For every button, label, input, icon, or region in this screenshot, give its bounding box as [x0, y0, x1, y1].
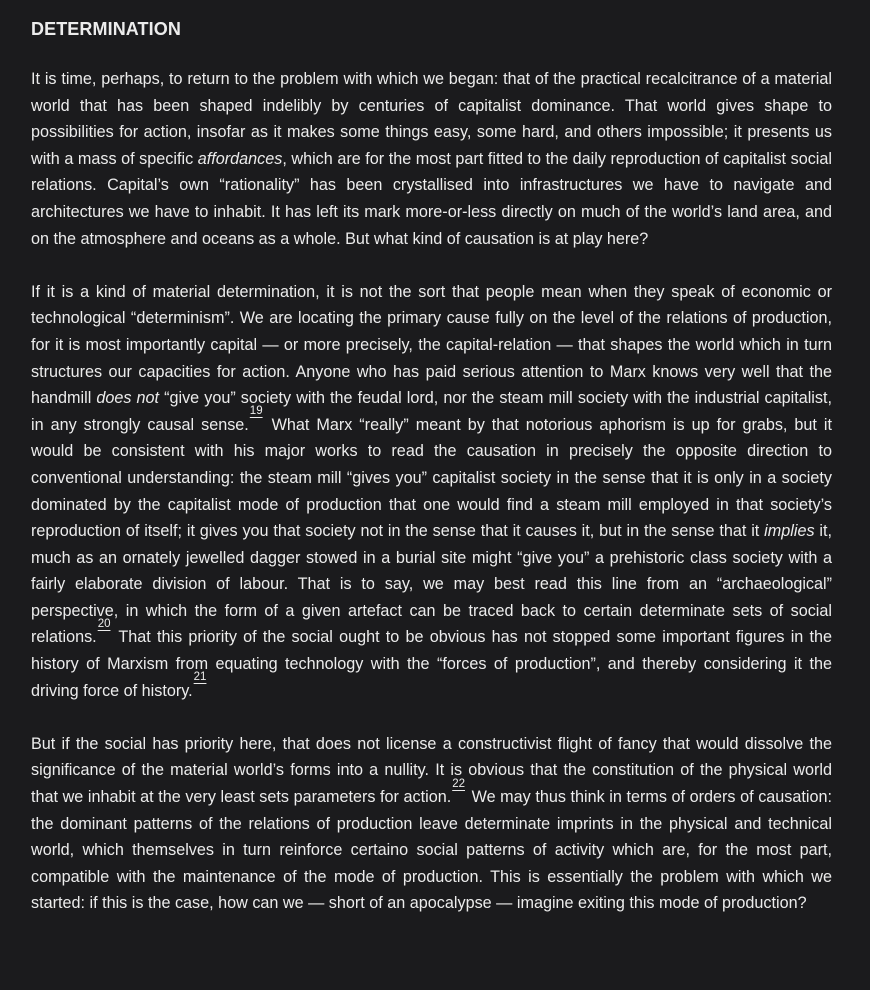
section-heading: DETERMINATION: [31, 19, 181, 39]
emphasized-text: implies: [764, 522, 815, 541]
footnote-marker[interactable]: 20: [97, 618, 111, 631]
footnote-marker[interactable]: 19: [249, 405, 263, 418]
text-run: We may thus think in terms of orders of causation: the dominant patterns of the relations of production leave determinate imprints in the physical and technical world, which themselves in turn reinforce certaino social patterns of activity which are, for the most part, compatible with the maintenance of the mode of production. This is essentially the problem with which we started: if this is the case, how can we — short of an apocalypse — imagine exiting this mode of production?: [31, 788, 832, 913]
footnote-marker[interactable]: 22: [452, 777, 465, 790]
text-run: It is time, perhaps, to return to the problem with which we began: that of the practical recalcitrance of a material world that has been shaped indelibly by centuries of capitalist dominance. That world gives shape to possibilities for action, insofar as it makes some things easy, some hard, and others impossible; it presents us with a mass of specific: [31, 70, 832, 168]
emphasized-text: affordances: [197, 149, 283, 168]
footnote-marker[interactable]: 21: [193, 671, 207, 684]
paragraph: [31, 731, 832, 917]
text-run: “give you” society with the feudal lord, nor the steam mill society with the industrial capitalist, in any strongly causal sense.: [31, 389, 832, 434]
text-run: If it is a kind of material determination, it is not the sort that people mean when they speak of economic or technological “determinism”. We are locating the primary cause fully on the level of the relations of production, for it is most importantly capital — or more precisely, the capital-relation — that shapes the world which in turn structures our capacities for action. Anyone who has paid serious attention to Marx knows very well that the handmill: [31, 282, 832, 408]
emphasized-text: does not: [96, 389, 160, 408]
paragraph: [31, 279, 832, 705]
paragraph: [31, 66, 832, 252]
body-text: [31, 66, 832, 917]
text-run: , which are for the most part fitted to the daily reproduction of capitalist social relations. Capital’s own “rationality” has been crystallised into infrastructures we have to navigate and architectures we have to inhabit. It has left its mark more-or-less directly on much of the world’s land area, and on the atmosphere and oceans as a whole. But what kind of causation is at play here?: [31, 149, 832, 248]
text-run: That this priority of the social ought to be obvious has not stopped some important figures in the history of Marxism from equating technology with the “forces of production”, and thereby considering it the driving force of history.: [31, 628, 832, 700]
text-run: What Marx “really” meant by that notorious aphorism is up for grabs, but it would be consistent with his major works to read the causation in precisely the opposite direction to conventional understanding: the steam mill “gives you” capitalist society in the sense that it is only in a society dominated by the capitalist mode of production that one would find a steam mill employed in that society’s reproduction of itself; it gives you that society not in the sense that it causes it, but in the sense that it: [31, 415, 832, 541]
text-run: But if the social has priority here, that does not license a constructivist flight of fancy that would dissolve the significance of the material world’s forms into a nullity. It is obvious that the constitution of the physical world that we inhabit at the very least sets parameters for action.: [31, 734, 832, 807]
text-run: it, much as an ornately jewelled dagger stowed in a burial site might “give you” a prehistoric class society with a fairly elaborate division of labour. That is to say, we may best read this line from an “archaeological” perspective, in which the form of a given artefact can be traced back to certain determinate sets of social relations.: [31, 522, 832, 647]
